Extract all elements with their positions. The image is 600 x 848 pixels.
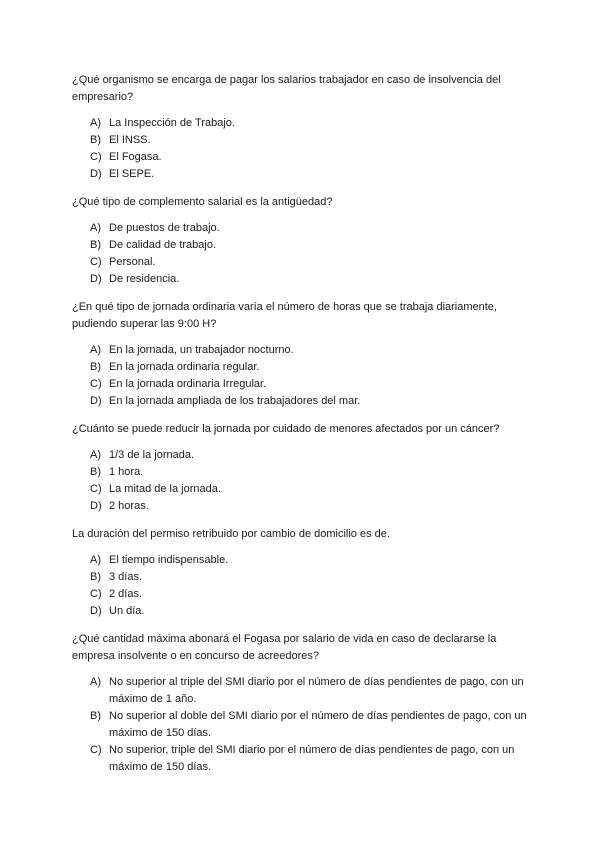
- option-item: [72, 342, 528, 359]
- option-text: El Fogasa.: [109, 151, 162, 163]
- option-text: De residencia.: [109, 273, 180, 285]
- question-block: [72, 299, 528, 410]
- option-item: [72, 552, 528, 569]
- option-text: En la jornada ampliada de los trabajadores del mar.: [109, 395, 361, 407]
- option-item: [72, 569, 528, 586]
- option-letter: D): [90, 273, 102, 285]
- option-letter: A): [90, 449, 101, 461]
- option-letter: A): [90, 117, 101, 129]
- option-text: 2 días.: [109, 588, 143, 600]
- option-letter: A): [90, 554, 101, 566]
- option-letter: A): [90, 222, 101, 234]
- option-text: En la jornada ordinaria regular.: [109, 361, 260, 373]
- option-letter: A): [90, 676, 101, 688]
- option-list: [72, 115, 528, 183]
- option-text: En la jornada ordinaria Irregular.: [109, 378, 267, 390]
- option-text: No superior, triple del SMI diario por el número de días pendientes de pago, con un máximo de 150 días.: [109, 744, 515, 773]
- option-letter: D): [90, 168, 102, 180]
- option-letter: C): [90, 151, 102, 163]
- option-letter: B): [90, 134, 101, 146]
- option-letter: C): [90, 588, 102, 600]
- option-text: De calidad de trabajo.: [109, 239, 217, 251]
- option-text: Un día.: [109, 605, 145, 617]
- question-text: ¿En qué tipo de jornada ordinaria varía el número de horas que se trabaja diariamente, pudiendo superar las 9:00 H?: [72, 301, 497, 330]
- option-list: [72, 447, 528, 515]
- option-item: [72, 376, 528, 393]
- question-block: [72, 194, 528, 288]
- option-letter: C): [90, 378, 102, 390]
- question-text: La duración del permiso retribuido por cambio de domicilio es de.: [72, 528, 390, 540]
- option-text: La mitad de la jornada.: [109, 483, 221, 495]
- option-item: [72, 674, 528, 708]
- option-item: [72, 586, 528, 603]
- quiz-content: [72, 72, 528, 787]
- question-block: [72, 421, 528, 515]
- option-letter: D): [90, 500, 102, 512]
- option-list: [72, 552, 528, 620]
- option-text: No superior al doble del SMI diario por el número de días pendientes de pago, con un máximo de 150 días.: [109, 710, 527, 739]
- option-text: La Inspección de Trabajo.: [109, 117, 235, 129]
- question-text: ¿Qué tipo de complemento salarial es la antigüedad?: [72, 196, 333, 208]
- option-item: [72, 359, 528, 376]
- option-text: 3 días.: [109, 571, 143, 583]
- option-letter: C): [90, 483, 102, 495]
- option-text: En la jornada, un trabajador nocturno.: [109, 344, 294, 356]
- question-block: [72, 631, 528, 776]
- option-text: De puestos de trabajo.: [109, 222, 220, 234]
- option-item: [72, 393, 528, 410]
- option-item: [72, 254, 528, 271]
- option-letter: B): [90, 466, 101, 478]
- question-text: ¿Cuánto se puede reducir la jornada por cuidado de menores afectados por un cáncer?: [72, 423, 500, 435]
- option-item: [72, 149, 528, 166]
- option-text: El tiempo indispensable.: [109, 554, 229, 566]
- option-item: [72, 447, 528, 464]
- option-item: [72, 464, 528, 481]
- option-letter: D): [90, 395, 102, 407]
- option-item: [72, 481, 528, 498]
- option-text: El INSS.: [109, 134, 151, 146]
- option-text: 1/3 de la jornada.: [109, 449, 195, 461]
- option-item: [72, 115, 528, 132]
- option-item: [72, 742, 528, 776]
- option-letter: B): [90, 361, 101, 373]
- question-block: [72, 526, 528, 620]
- question-text: ¿Qué cantidad máxima abonará el Fogasa por salario de vida en caso de declararse la empresa insolvente o en concurso de acreedores?: [72, 633, 497, 662]
- option-text: Personal.: [109, 256, 156, 268]
- option-letter: B): [90, 571, 101, 583]
- option-item: [72, 603, 528, 620]
- option-letter: B): [90, 239, 101, 251]
- option-list: [72, 342, 528, 410]
- option-item: [72, 220, 528, 237]
- option-text: No superior al triple del SMI diario por el número de días pendientes de pago, con un máximo de 1 año.: [109, 676, 524, 705]
- option-list: [72, 674, 528, 776]
- option-item: [72, 708, 528, 742]
- option-text: 1 hora.: [109, 466, 144, 478]
- option-list: [72, 220, 528, 288]
- question-block: [72, 72, 528, 183]
- option-text: 2 horas.: [109, 500, 149, 512]
- option-letter: C): [90, 744, 102, 756]
- option-item: [72, 498, 528, 515]
- option-item: [72, 237, 528, 254]
- option-item: [72, 132, 528, 149]
- option-letter: C): [90, 256, 102, 268]
- question-text: ¿Qué organismo se encarga de pagar los salarios trabajador en caso de insolvencia del empresario?: [72, 74, 501, 103]
- option-letter: A): [90, 344, 101, 356]
- option-letter: D): [90, 605, 102, 617]
- option-item: [72, 271, 528, 288]
- option-letter: B): [90, 710, 101, 722]
- option-text: El SEPE.: [109, 168, 155, 180]
- option-item: [72, 166, 528, 183]
